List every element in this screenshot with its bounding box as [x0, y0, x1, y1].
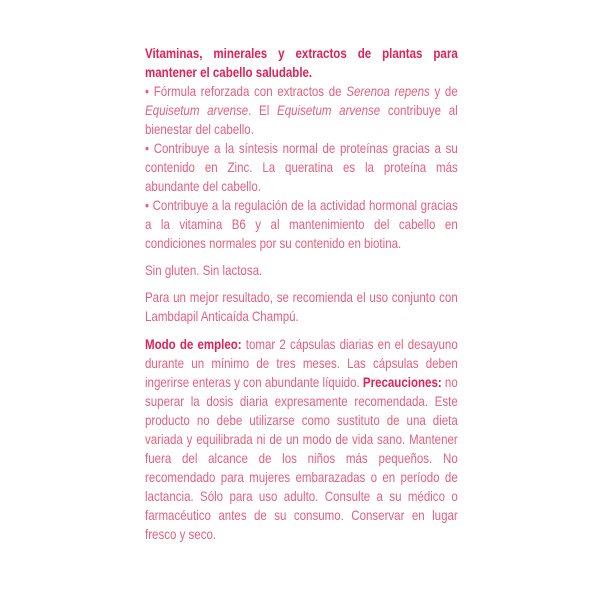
- text-run-bullet-extracts-2: y de: [429, 83, 458, 99]
- text-run-bullet-zinc-0: • Contribuye a la síntesis normal de proteínas gracias a su contenido en Zinc. La queratina es la proteína más abundante del cabello.: [145, 140, 458, 194]
- text-run-usage-and-precautions-3: no superar la dosis diaria expresamente recomendada. Este producto no debe utilizarse como sustituto de una dieta variada y equilibrada ni de un modo de vida sano. Mantener fuera del alcance de los niños más pequeños. No recomendado para mujeres embarazadas o en período de lactancia. Sólo para uso adulto. Consulte a su médico o farmacéutico antes de su consumo. Conservar en lugar fresco y seco.: [145, 374, 458, 542]
- text-run-bullet-extracts-4: . El: [248, 102, 278, 118]
- paragraph-bullet-vitamin-b6: [145, 196, 458, 253]
- text-run-usage-and-precautions-0: Modo de empleo:: [145, 336, 242, 352]
- text-run-bullet-extracts-5: Equisetum arvense: [277, 102, 381, 118]
- paragraph-intro-heading: [145, 44, 458, 82]
- text-run-bullet-extracts-3: Equisetum arvense: [145, 102, 249, 118]
- text-run-usage-and-precautions-2: Precauciones:: [362, 374, 442, 390]
- paragraph-recommendation-note: [145, 288, 458, 326]
- text-run-intro-heading-0: Vitaminas, minerales y extractos de plantas para mantener el cabello saludable.: [145, 45, 458, 80]
- text-run-bullet-extracts-1: Serenoa repens: [346, 83, 430, 99]
- text-run-bullet-extracts-6: contribuye al bienestar del cabello.: [145, 102, 458, 137]
- paragraph-bullet-extracts: [145, 82, 458, 139]
- paragraph-allergen-note: [145, 261, 458, 280]
- paragraph-bullet-zinc: [145, 139, 458, 196]
- text-run-usage-and-precautions-1: tomar 2 cápsulas diarias en el desayuno durante un mínimo de tres meses. Las cápsulas deben ingerirse enteras y con abundante líquido.: [145, 336, 458, 390]
- label-text-column: [145, 44, 458, 544]
- paragraph-usage-and-precautions: [145, 335, 458, 544]
- text-run-allergen-note-0: Sin gluten. Sin lactosa.: [145, 262, 263, 278]
- text-run-bullet-extracts-0: • Fórmula reforzada con extractos de: [145, 83, 347, 99]
- text-run-recommendation-note-0: Para un mejor resultado, se recomienda el uso conjunto con Lambdapil Anticaída Champú.: [145, 289, 458, 324]
- text-run-bullet-vitamin-b6-0: • Contribuye a la regulación de la actividad hormonal gracias a la vitamina B6 y al mantenimiento del cabello en condiciones normales por su contenido en biotina.: [145, 197, 458, 251]
